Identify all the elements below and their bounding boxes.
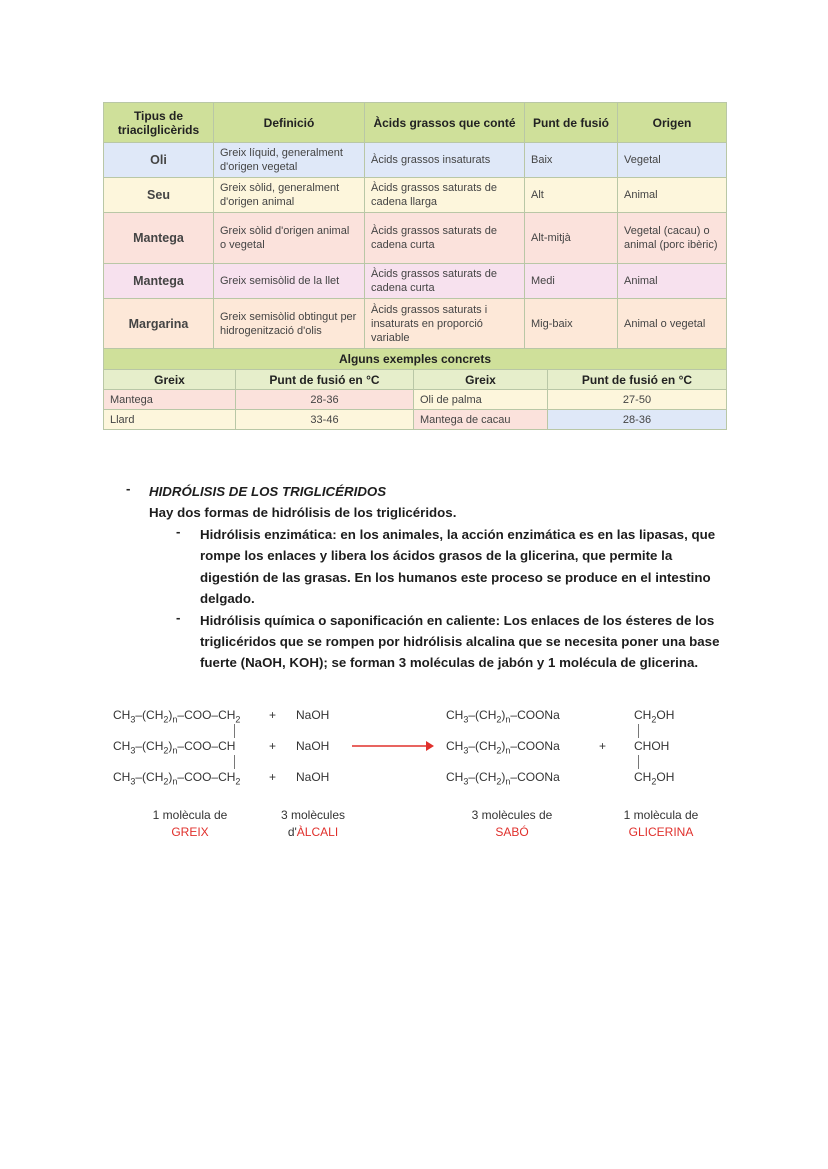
caption-prefix: d' [287, 825, 297, 839]
caption-line: 3 molècules de [471, 808, 553, 822]
acids-cell: Àcids grassos saturats de cadena curta [365, 213, 525, 264]
caption-fat [125, 807, 255, 841]
table-header-row [104, 103, 727, 143]
caption-glycerol [596, 807, 726, 841]
naoh-formula: NaOH [296, 708, 330, 722]
header-cell: Definició [214, 103, 365, 143]
naoh-formula: NaOH [296, 739, 330, 753]
header-cell: Greix [104, 370, 236, 390]
table-row [104, 178, 727, 213]
table-row [104, 143, 727, 178]
table-row [104, 299, 727, 349]
header-cell: Àcids grassos que conté [365, 103, 525, 143]
bond-line [638, 724, 639, 738]
triglyceride-formula: $CH_3-(CH_2)_n-COO-CH_2$ [113, 708, 241, 725]
melting-cell: Alt-mitjà [525, 213, 618, 264]
table-row [104, 213, 727, 264]
table-row [104, 264, 727, 299]
fat-cell: Llard [104, 410, 236, 430]
section-intro: Hay dos formas de hidrólisis de los triglicéridos. [149, 505, 457, 520]
header-cell: Punt de fusió [525, 103, 618, 143]
melting-cell: Medi [525, 264, 618, 299]
caption-highlight: GLICERINA [628, 825, 694, 839]
caption-line: 3 molècules [280, 808, 346, 822]
caption-line: 1 molècula de [152, 808, 228, 822]
header-cell: Punt de fusió en °C [236, 370, 414, 390]
triglyceride-formula: $CH_3-(CH_2)_n-COO-CH_2$ [113, 770, 241, 787]
soap-formula: $CH_3-(CH_2)_n$–COONa [446, 770, 560, 787]
melting-cell: 28-36 [548, 410, 727, 430]
caption-highlight: SABÓ [495, 825, 529, 839]
examples-title: Alguns exemples concrets [104, 349, 727, 370]
item-bullet: - [176, 610, 181, 625]
section-bullet: - [126, 481, 131, 496]
glycerol-formula: $CH_2OH$ [634, 770, 675, 787]
examples-table [103, 348, 727, 430]
table-row [104, 390, 727, 410]
item-line: digestión de las grasas. En los humanos este proceso se produce en el intestino [200, 570, 711, 585]
item-line: fuerte (NaOH, KOH); se forman 3 moléculas de jabón y 1 molécula de glicerina. [200, 655, 699, 670]
fat-cell: Mantega de cacau [414, 410, 548, 430]
caption-highlight: GREIX [171, 825, 209, 839]
melting-cell: Alt [525, 178, 618, 213]
header-cell: Origen [618, 103, 727, 143]
soap-formula: $CH_3-(CH_2)_n$–COONa [446, 739, 560, 756]
fat-cell: Mantega [104, 390, 236, 410]
origin-cell: Animal o vegetal [618, 299, 727, 349]
item-line: Hidrólisis química o saponificación en caliente: Los enlaces de los ésteres de los [200, 613, 715, 628]
header-cell: Tipus de triacilglicèrids [104, 103, 214, 143]
examples-title-row [104, 349, 727, 370]
section-title: HIDRÓLISIS DE LOS TRIGLICÉRIDOS [149, 484, 387, 499]
melting-cell: Baix [525, 143, 618, 178]
item-line: triglicéridos que se rompen por hidrólisis alcalina que se necesita poner una base [200, 634, 720, 649]
melting-cell: 33-46 [236, 410, 414, 430]
origin-cell: Animal [618, 264, 727, 299]
type-cell: Margarina [104, 299, 214, 349]
bond-line [234, 755, 235, 769]
melting-cell: Mig-baix [525, 299, 618, 349]
type-cell: Seu [104, 178, 214, 213]
header-cell: Greix [414, 370, 548, 390]
soap-formula: $CH_3-(CH_2)_n$–COONa [446, 708, 560, 725]
definition-cell: Greix sòlid, generalment d'origen animal [214, 178, 365, 213]
origin-cell: Vegetal (cacau) o animal (porc ibèric) [618, 213, 727, 264]
bond-line [638, 755, 639, 769]
plus-sign: + [269, 770, 277, 784]
caption-highlight: ÀLCALI [296, 825, 339, 839]
origin-cell: Animal [618, 178, 727, 213]
table-row [104, 410, 727, 430]
item-line: rompe los enlaces y libera los ácidos grasos de la glicerina, que permite la [200, 548, 673, 563]
type-cell: Oli [104, 143, 214, 178]
melting-cell: 27-50 [548, 390, 727, 410]
acids-cell: Àcids grassos saturats de cadena llarga [365, 178, 525, 213]
header-cell: Punt de fusió en °C [548, 370, 727, 390]
definition-cell: Greix sòlid d'origen animal o vegetal [214, 213, 365, 264]
origin-cell: Vegetal [618, 143, 727, 178]
naoh-formula: NaOH [296, 770, 330, 784]
type-cell: Mantega [104, 264, 214, 299]
examples-header-row [104, 370, 727, 390]
plus-sign: + [269, 739, 277, 753]
fat-cell: Oli de palma [414, 390, 548, 410]
caption-line: 1 molècula de [623, 808, 699, 822]
type-cell: Mantega [104, 213, 214, 264]
definition-cell: Greix semisòlid de la llet [214, 264, 365, 299]
bond-line [234, 724, 235, 738]
acids-cell: Àcids grassos saturats de cadena curta [365, 264, 525, 299]
item-bullet: - [176, 524, 181, 539]
glycerol-formula: $CH_2OH$ [634, 708, 675, 725]
item-line: delgado. [200, 591, 255, 606]
caption-alkali [248, 807, 378, 841]
reaction-arrow-icon [352, 740, 434, 752]
caption-soap [447, 807, 577, 841]
triglyceride-formula: $CH_3-(CH_2)_n-COO-CH$ [113, 739, 236, 756]
acids-cell: Àcids grassos insaturats [365, 143, 525, 178]
acids-cell: Àcids grassos saturats i insaturats en proporció variable [365, 299, 525, 349]
plus-sign: + [269, 708, 277, 722]
triglycerides-table [103, 102, 727, 349]
plus-sign: + [599, 739, 607, 753]
glycerol-formula: CHOH [634, 739, 670, 753]
definition-cell: Greix semisòlid obtingut per hidrogenització d'olis [214, 299, 365, 349]
melting-cell: 28-36 [236, 390, 414, 410]
definition-cell: Greix líquid, generalment d'origen vegetal [214, 143, 365, 178]
item-line: Hidrólisis enzimática: en los animales, la acción enzimática es en las lipasas, que [200, 527, 716, 542]
